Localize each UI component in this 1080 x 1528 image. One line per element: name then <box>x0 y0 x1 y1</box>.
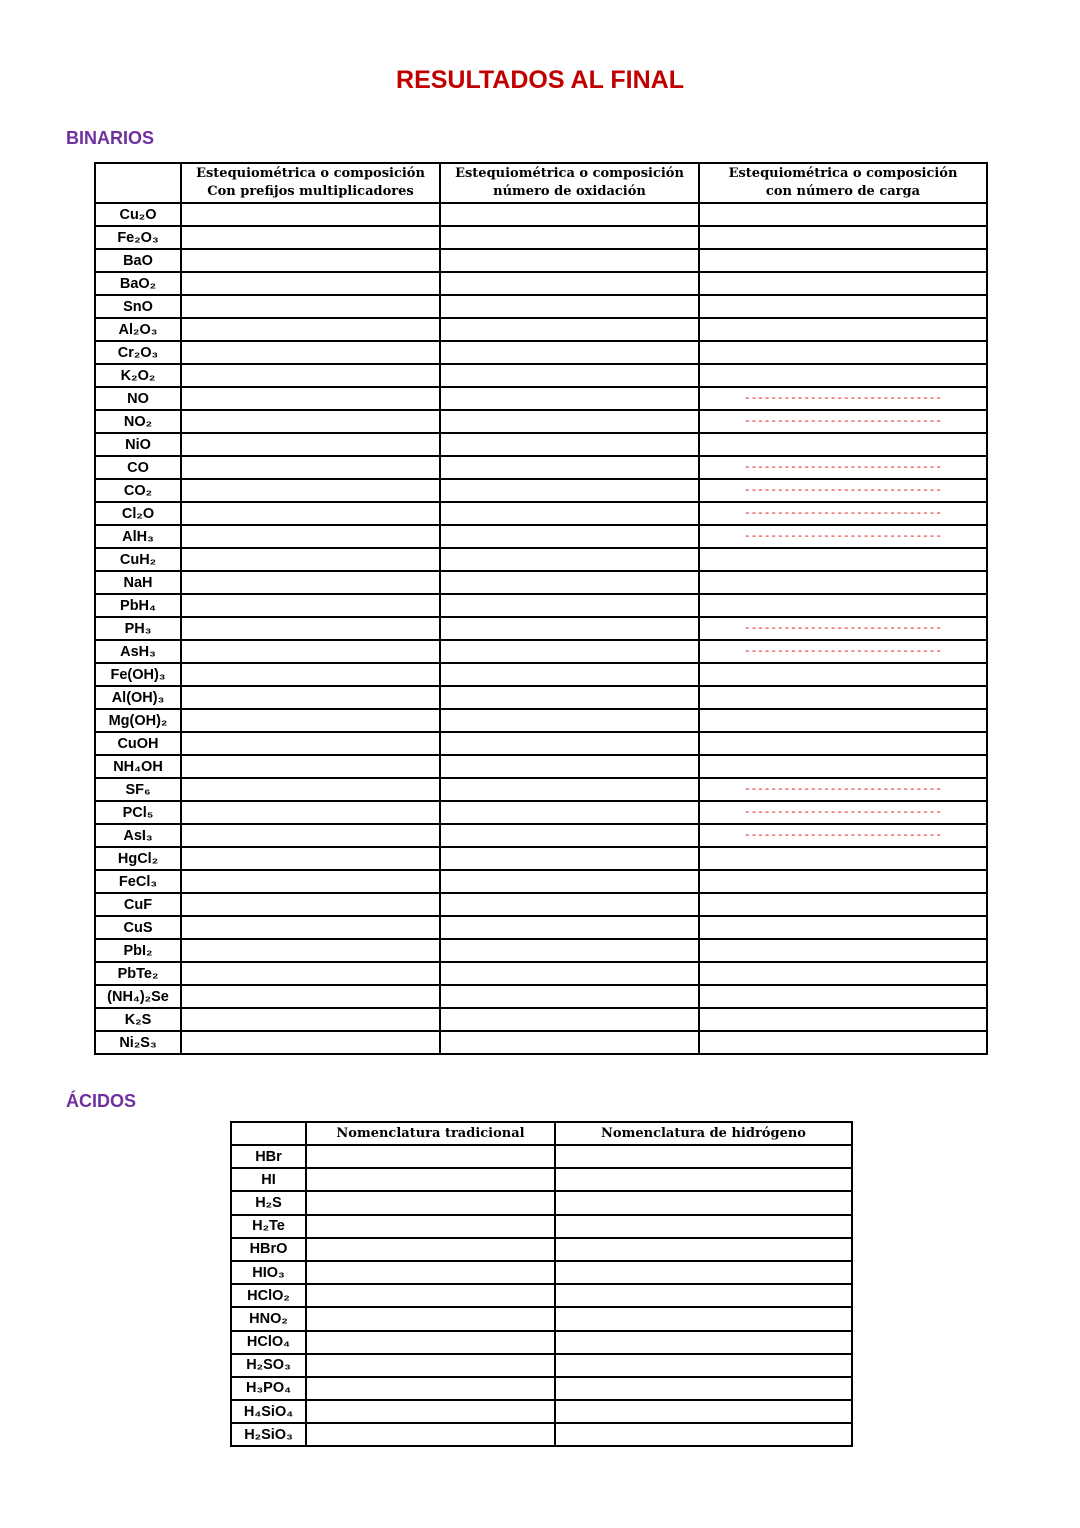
section-heading-acidos: ÁCIDOS <box>66 1091 137 1111</box>
answer-cell-oxidacion[interactable] <box>440 617 699 640</box>
formula-cell: NiO <box>95 433 181 456</box>
binarios-row <box>95 594 987 617</box>
answer-cell-tradicional[interactable] <box>306 1284 555 1307</box>
answer-cell-prefijos[interactable] <box>181 801 440 824</box>
answer-cell-oxidacion[interactable] <box>440 318 699 341</box>
binarios-row <box>95 962 987 985</box>
formula-cell: CuF <box>95 893 181 916</box>
answer-cell-tradicional[interactable] <box>306 1238 555 1261</box>
acidos-row <box>231 1377 852 1400</box>
formula-cell: NaH <box>95 571 181 594</box>
answer-cell-prefijos[interactable] <box>181 341 440 364</box>
answer-cell-hidrogeno[interactable] <box>555 1215 852 1238</box>
answer-cell-prefijos[interactable] <box>181 617 440 640</box>
formula-cell: HNO₂ <box>231 1307 306 1330</box>
answer-cell-prefijos[interactable] <box>181 824 440 847</box>
answer-cell-hidrogeno[interactable] <box>555 1331 852 1354</box>
answer-cell-prefijos[interactable] <box>181 847 440 870</box>
answer-cell-oxidacion[interactable] <box>440 824 699 847</box>
answer-cell-carga[interactable] <box>699 939 987 962</box>
answer-cell-oxidacion[interactable] <box>440 433 699 456</box>
binarios-row <box>95 755 987 778</box>
formula-cell: AsH₃ <box>95 640 181 663</box>
formula-cell: FeCl₃ <box>95 870 181 893</box>
answer-cell-oxidacion[interactable] <box>440 1031 699 1054</box>
answer-cell-prefijos[interactable] <box>181 295 440 318</box>
answer-cell-hidrogeno[interactable] <box>555 1307 852 1330</box>
answer-cell-oxidacion[interactable] <box>440 962 699 985</box>
binarios-row <box>95 778 987 801</box>
binarios-corner-cell <box>95 163 181 203</box>
answer-cell-carga-not-applicable: ------------------------------ <box>699 479 987 502</box>
header-tradicional: Nomenclatura tradicional <box>306 1122 555 1145</box>
acidos-table <box>230 1121 853 1447</box>
acidos-row <box>231 1191 852 1214</box>
binarios-header-row <box>95 163 987 203</box>
formula-cell: Cu₂O <box>95 203 181 226</box>
binarios-row <box>95 295 987 318</box>
acidos-row <box>231 1307 852 1330</box>
answer-cell-prefijos[interactable] <box>181 709 440 732</box>
answer-cell-carga[interactable] <box>699 295 987 318</box>
answer-cell-prefijos[interactable] <box>181 479 440 502</box>
formula-cell: HI <box>231 1168 306 1191</box>
answer-cell-oxidacion[interactable] <box>440 663 699 686</box>
answer-cell-oxidacion[interactable] <box>440 847 699 870</box>
acidos-row <box>231 1331 852 1354</box>
formula-cell: AsI₃ <box>95 824 181 847</box>
binarios-row <box>95 617 987 640</box>
formula-cell: SnO <box>95 295 181 318</box>
formula-cell: H₂S <box>231 1191 306 1214</box>
answer-cell-carga[interactable] <box>699 893 987 916</box>
binarios-row <box>95 824 987 847</box>
formula-cell: NH₄OH <box>95 755 181 778</box>
answer-cell-carga[interactable] <box>699 364 987 387</box>
formula-cell: NO <box>95 387 181 410</box>
answer-cell-oxidacion[interactable] <box>440 548 699 571</box>
formula-cell: CO₂ <box>95 479 181 502</box>
binarios-row <box>95 939 987 962</box>
answer-cell-carga-not-applicable: ------------------------------ <box>699 640 987 663</box>
formula-cell: SF₆ <box>95 778 181 801</box>
answer-cell-prefijos[interactable] <box>181 916 440 939</box>
answer-cell-hidrogeno[interactable] <box>555 1238 852 1261</box>
binarios-row <box>95 847 987 870</box>
answer-cell-carga-not-applicable: ------------------------------ <box>699 801 987 824</box>
answer-cell-oxidacion[interactable] <box>440 571 699 594</box>
answer-cell-tradicional[interactable] <box>306 1168 555 1191</box>
formula-cell: Fe(OH)₃ <box>95 663 181 686</box>
formula-cell: PbH₄ <box>95 594 181 617</box>
formula-cell: Fe₂O₃ <box>95 226 181 249</box>
answer-cell-tradicional[interactable] <box>306 1331 555 1354</box>
formula-cell: PbTe₂ <box>95 962 181 985</box>
answer-cell-oxidacion[interactable] <box>440 364 699 387</box>
answer-cell-prefijos[interactable] <box>181 663 440 686</box>
answer-cell-carga[interactable] <box>699 433 987 456</box>
answer-cell-oxidacion[interactable] <box>440 939 699 962</box>
answer-cell-carga[interactable] <box>699 548 987 571</box>
acidos-row <box>231 1238 852 1261</box>
answer-cell-prefijos[interactable] <box>181 272 440 295</box>
answer-cell-hidrogeno[interactable] <box>555 1354 852 1377</box>
answer-cell-carga[interactable] <box>699 686 987 709</box>
formula-cell: HgCl₂ <box>95 847 181 870</box>
answer-cell-oxidacion[interactable] <box>440 272 699 295</box>
acidos-row <box>231 1400 852 1423</box>
formula-cell: Mg(OH)₂ <box>95 709 181 732</box>
binarios-row <box>95 203 987 226</box>
formula-cell: H₂SiO₃ <box>231 1423 306 1446</box>
header-numero-oxidacion: Estequiométrica o composición número de oxidación <box>440 163 699 203</box>
answer-cell-carga[interactable] <box>699 870 987 893</box>
binarios-row <box>95 1031 987 1054</box>
formula-cell: Al₂O₃ <box>95 318 181 341</box>
acidos-row <box>231 1354 852 1377</box>
answer-cell-tradicional[interactable] <box>306 1145 555 1168</box>
formula-cell: CuH₂ <box>95 548 181 571</box>
answer-cell-carga-not-applicable: ------------------------------ <box>699 824 987 847</box>
answer-cell-prefijos[interactable] <box>181 318 440 341</box>
answer-cell-prefijos[interactable] <box>181 870 440 893</box>
answer-cell-carga[interactable] <box>699 341 987 364</box>
answer-cell-prefijos[interactable] <box>181 1031 440 1054</box>
answer-cell-prefijos[interactable] <box>181 732 440 755</box>
formula-cell: Ni₂S₃ <box>95 1031 181 1054</box>
answer-cell-prefijos[interactable] <box>181 594 440 617</box>
answer-cell-prefijos[interactable] <box>181 962 440 985</box>
answer-cell-hidrogeno[interactable] <box>555 1377 852 1400</box>
answer-cell-carga[interactable] <box>699 847 987 870</box>
answer-cell-prefijos[interactable] <box>181 548 440 571</box>
binarios-row <box>95 571 987 594</box>
answer-cell-carga[interactable] <box>699 709 987 732</box>
answer-cell-oxidacion[interactable] <box>440 410 699 433</box>
acidos-row <box>231 1145 852 1168</box>
formula-cell: HClO₂ <box>231 1284 306 1307</box>
answer-cell-oxidacion[interactable] <box>440 249 699 272</box>
answer-cell-hidrogeno[interactable] <box>555 1191 852 1214</box>
formula-cell: CuOH <box>95 732 181 755</box>
formula-cell: BaO₂ <box>95 272 181 295</box>
answer-cell-hidrogeno[interactable] <box>555 1400 852 1423</box>
formula-cell: H₂SO₃ <box>231 1354 306 1377</box>
binarios-table <box>94 162 988 1055</box>
answer-cell-carga-not-applicable: ------------------------------ <box>699 387 987 410</box>
answer-cell-prefijos[interactable] <box>181 640 440 663</box>
answer-cell-oxidacion[interactable] <box>440 801 699 824</box>
binarios-row <box>95 433 987 456</box>
formula-cell: BaO <box>95 249 181 272</box>
answer-cell-prefijos[interactable] <box>181 686 440 709</box>
answer-cell-tradicional[interactable] <box>306 1215 555 1238</box>
formula-cell: Cl₂O <box>95 502 181 525</box>
answer-cell-oxidacion[interactable] <box>440 755 699 778</box>
binarios-row <box>95 709 987 732</box>
answer-cell-prefijos[interactable] <box>181 387 440 410</box>
formula-cell: Al(OH)₃ <box>95 686 181 709</box>
answer-cell-hidrogeno[interactable] <box>555 1284 852 1307</box>
answer-cell-oxidacion[interactable] <box>440 985 699 1008</box>
answer-cell-prefijos[interactable] <box>181 571 440 594</box>
binarios-row <box>95 456 987 479</box>
acidos-row <box>231 1261 852 1284</box>
answer-cell-carga[interactable] <box>699 226 987 249</box>
formula-cell: CO <box>95 456 181 479</box>
formula-cell: K₂S <box>95 1008 181 1031</box>
answer-cell-prefijos[interactable] <box>181 203 440 226</box>
binarios-row <box>95 318 987 341</box>
answer-cell-tradicional[interactable] <box>306 1423 555 1446</box>
binarios-row <box>95 249 987 272</box>
answer-cell-prefijos[interactable] <box>181 433 440 456</box>
answer-cell-carga[interactable] <box>699 663 987 686</box>
formula-cell: H₄SiO₄ <box>231 1400 306 1423</box>
formula-cell: HBrO <box>231 1238 306 1261</box>
binarios-row <box>95 410 987 433</box>
answer-cell-carga-not-applicable: ------------------------------ <box>699 617 987 640</box>
formula-cell: K₂O₂ <box>95 364 181 387</box>
answer-cell-carga[interactable] <box>699 249 987 272</box>
answer-cell-oxidacion[interactable] <box>440 456 699 479</box>
answer-cell-oxidacion[interactable] <box>440 916 699 939</box>
answer-cell-carga-not-applicable: ------------------------------ <box>699 525 987 548</box>
header-hidrogeno: Nomenclatura de hidrógeno <box>555 1122 852 1145</box>
answer-cell-hidrogeno[interactable] <box>555 1261 852 1284</box>
binarios-row <box>95 525 987 548</box>
answer-cell-carga[interactable] <box>699 571 987 594</box>
answer-cell-prefijos[interactable] <box>181 893 440 916</box>
answer-cell-oxidacion[interactable] <box>440 640 699 663</box>
formula-cell: PbI₂ <box>95 939 181 962</box>
acidos-row <box>231 1284 852 1307</box>
binarios-row <box>95 732 987 755</box>
answer-cell-prefijos[interactable] <box>181 985 440 1008</box>
acidos-row <box>231 1168 852 1191</box>
answer-cell-carga[interactable] <box>699 203 987 226</box>
answer-cell-carga[interactable] <box>699 318 987 341</box>
binarios-row <box>95 893 987 916</box>
answer-cell-tradicional[interactable] <box>306 1377 555 1400</box>
answer-cell-oxidacion[interactable] <box>440 502 699 525</box>
answer-cell-oxidacion[interactable] <box>440 387 699 410</box>
answer-cell-prefijos[interactable] <box>181 502 440 525</box>
binarios-row <box>95 272 987 295</box>
formula-cell: HIO₃ <box>231 1261 306 1284</box>
answer-cell-tradicional[interactable] <box>306 1307 555 1330</box>
binarios-row <box>95 870 987 893</box>
answer-cell-carga-not-applicable: ------------------------------ <box>699 778 987 801</box>
answer-cell-carga[interactable] <box>699 272 987 295</box>
answer-cell-prefijos[interactable] <box>181 778 440 801</box>
answer-cell-carga[interactable] <box>699 732 987 755</box>
section-heading-binarios: BINARIOS <box>66 128 155 148</box>
answer-cell-prefijos[interactable] <box>181 525 440 548</box>
answer-cell-carga-not-applicable: ------------------------------ <box>699 502 987 525</box>
answer-cell-hidrogeno[interactable] <box>555 1145 852 1168</box>
acidos-row <box>231 1423 852 1446</box>
answer-cell-oxidacion[interactable] <box>440 709 699 732</box>
formula-cell: HBr <box>231 1145 306 1168</box>
formula-cell: (NH₄)₂Se <box>95 985 181 1008</box>
binarios-row <box>95 341 987 364</box>
binarios-row <box>95 364 987 387</box>
binarios-row <box>95 985 987 1008</box>
answer-cell-hidrogeno[interactable] <box>555 1423 852 1446</box>
answer-cell-oxidacion[interactable] <box>440 341 699 364</box>
answer-cell-oxidacion[interactable] <box>440 525 699 548</box>
answer-cell-prefijos[interactable] <box>181 1008 440 1031</box>
acidos-corner-cell <box>231 1122 306 1145</box>
answer-cell-tradicional[interactable] <box>306 1261 555 1284</box>
answer-cell-carga[interactable] <box>699 1008 987 1031</box>
formula-cell: NO₂ <box>95 410 181 433</box>
answer-cell-oxidacion[interactable] <box>440 732 699 755</box>
formula-cell: PCl₅ <box>95 801 181 824</box>
acidos-header-row <box>231 1122 852 1145</box>
answer-cell-oxidacion[interactable] <box>440 870 699 893</box>
answer-cell-tradicional[interactable] <box>306 1354 555 1377</box>
answer-cell-tradicional[interactable] <box>306 1400 555 1423</box>
page-title: RESULTADOS AL FINAL <box>396 66 684 94</box>
answer-cell-oxidacion[interactable] <box>440 226 699 249</box>
binarios-row <box>95 663 987 686</box>
formula-cell: Cr₂O₃ <box>95 341 181 364</box>
answer-cell-prefijos[interactable] <box>181 364 440 387</box>
binarios-row <box>95 502 987 525</box>
answer-cell-carga-not-applicable: ------------------------------ <box>699 456 987 479</box>
binarios-row <box>95 548 987 571</box>
answer-cell-prefijos[interactable] <box>181 456 440 479</box>
formula-cell: HClO₄ <box>231 1331 306 1354</box>
answer-cell-carga[interactable] <box>699 594 987 617</box>
formula-cell: H₂Te <box>231 1215 306 1238</box>
answer-cell-oxidacion[interactable] <box>440 893 699 916</box>
answer-cell-oxidacion[interactable] <box>440 686 699 709</box>
answer-cell-oxidacion[interactable] <box>440 203 699 226</box>
answer-cell-oxidacion[interactable] <box>440 295 699 318</box>
answer-cell-carga[interactable] <box>699 985 987 1008</box>
answer-cell-oxidacion[interactable] <box>440 1008 699 1031</box>
answer-cell-prefijos[interactable] <box>181 249 440 272</box>
answer-cell-prefijos[interactable] <box>181 939 440 962</box>
formula-cell: CuS <box>95 916 181 939</box>
binarios-row <box>95 801 987 824</box>
answer-cell-carga-not-applicable: ------------------------------ <box>699 410 987 433</box>
answer-cell-tradicional[interactable] <box>306 1191 555 1214</box>
binarios-row <box>95 640 987 663</box>
answer-cell-hidrogeno[interactable] <box>555 1168 852 1191</box>
binarios-row <box>95 1008 987 1031</box>
formula-cell: H₃PO₄ <box>231 1377 306 1400</box>
header-prefijos: Estequiométrica o composición Con prefijos multiplicadores <box>181 163 440 203</box>
answer-cell-oxidacion[interactable] <box>440 594 699 617</box>
answer-cell-carga[interactable] <box>699 1031 987 1054</box>
answer-cell-oxidacion[interactable] <box>440 778 699 801</box>
answer-cell-prefijos[interactable] <box>181 755 440 778</box>
binarios-row <box>95 387 987 410</box>
answer-cell-carga[interactable] <box>699 916 987 939</box>
binarios-row <box>95 226 987 249</box>
binarios-row <box>95 916 987 939</box>
header-numero-carga: Estequiométrica o composición con número de carga <box>699 163 987 203</box>
formula-cell: PH₃ <box>95 617 181 640</box>
answer-cell-prefijos[interactable] <box>181 410 440 433</box>
binarios-row <box>95 686 987 709</box>
acidos-row <box>231 1215 852 1238</box>
answer-cell-carga[interactable] <box>699 962 987 985</box>
formula-cell: AlH₃ <box>95 525 181 548</box>
answer-cell-prefijos[interactable] <box>181 226 440 249</box>
answer-cell-oxidacion[interactable] <box>440 479 699 502</box>
answer-cell-carga[interactable] <box>699 755 987 778</box>
binarios-row <box>95 479 987 502</box>
